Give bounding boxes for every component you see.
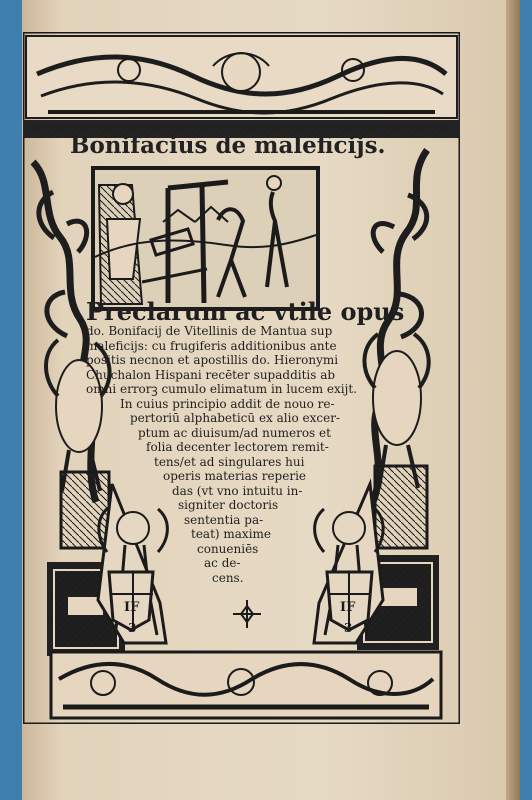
printer-mark-3-right: 3: [344, 621, 353, 635]
body-line-19: cens.: [212, 570, 244, 585]
body-line-2: do. Bonifacij de Vitellinis de Mantua sup: [86, 324, 333, 338]
body-line-14: signiter doctoris: [178, 498, 279, 512]
body-line-17: conueniēs: [197, 541, 259, 556]
body-line-11: tens/et ad singulares hui: [154, 454, 305, 469]
body-line-4: positis necnon et apostillis do. Hieronymi: [86, 353, 339, 367]
printer-mark-3-left: 3: [128, 621, 137, 635]
body-line-18: ac de-: [204, 556, 241, 570]
body-line-6: omni errorꝫ cumulo elimatum in lucem exijt.: [86, 382, 357, 396]
body-line-9: ptum ac diuisum/ad numeros et: [138, 425, 331, 440]
book-title: Bonifacius de maleficijs.: [70, 132, 386, 159]
body-line-1: Preclarum ac vtile opus: [86, 297, 405, 326]
body-line-8: pertoriū alphabeticū ex alio excer-: [130, 411, 340, 425]
center-cross-mark: [233, 600, 261, 628]
body-line-7: In cuius principio addit de nouo re-: [120, 396, 335, 411]
body-line-13: das (vt vno intuitu in-: [172, 483, 303, 498]
top-ornament: [26, 36, 457, 118]
body-line-16: teat) maxime: [191, 527, 272, 541]
body-line-10: folia decenter lectorem remit-: [146, 440, 329, 454]
body-line-12: operis materias reperie: [163, 469, 307, 483]
bottom-frieze: [51, 652, 441, 718]
body-line-3: maleficijs: cu frugiferis additionibus ante: [86, 338, 337, 353]
printer-mark-if-right: IF: [340, 600, 356, 615]
body-line-5: Chuchalon Hispani recēter supadditis ab: [86, 367, 336, 382]
body-line-15: sententia pa-: [184, 512, 264, 527]
page-edge: [506, 0, 520, 800]
woodcut-illustration: [93, 168, 318, 309]
printer-mark-if-left: IF: [124, 600, 140, 615]
title-page-body-text: [86, 297, 405, 585]
